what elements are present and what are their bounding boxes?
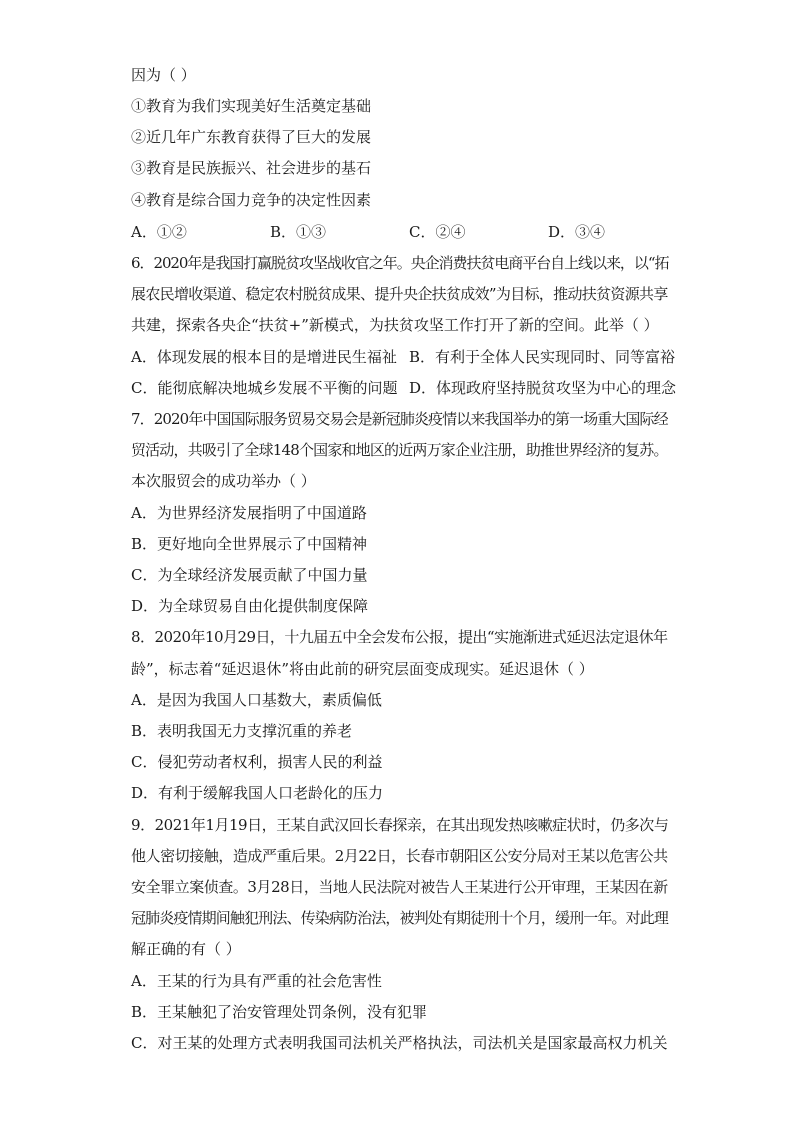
q7-option-b: B．更好地向全世界展示了中国精神 [131, 535, 368, 553]
q9-option-b: B．王某触犯了治安管理处罚条例，没有犯罪 [131, 1003, 428, 1021]
q5-statement-4: ④教育是综合国力竞争的决定性因素 [131, 191, 372, 209]
q5-statement-3: ③教育是民族振兴、社会进步的基石 [131, 159, 372, 177]
q8-option-a: A．是因为我国人口基数大，素质偏低 [131, 691, 382, 709]
q5-option-c: C．②④ [409, 223, 466, 241]
q7-option-a: A．为世界经济发展指明了中国道路 [131, 504, 367, 522]
q6-options-row-1 [131, 347, 691, 367]
q6-stem-line-2: 展农民增收渠道、稳定农村脱贫成果、提升央企扶贫成效”为目标，推动扶贫资源共享 [131, 285, 668, 303]
q6-option-a: A．体现发展的根本目的是增进民生福祉 [131, 348, 397, 366]
q7-stem-line-1: 7．2020年中国国际服务贸易交易会是新冠肺炎疫情以来我国举办的第一场重大国际经 [131, 410, 668, 428]
q9-stem-line-2: 他人密切接触，造成严重后果。2月22日，长春市朝阳区公安分局对王某以危害公共 [131, 847, 668, 865]
q6-option-b: B．有利于全体人民实现同时、同等富裕 [409, 348, 676, 366]
q9-option-c: C．对王某的处理方式表明我国司法机关严格执法，司法机关是国家最高权力机关 [131, 1034, 668, 1052]
q6-options-row-2 [131, 378, 691, 398]
q9-stem-line-1: 9．2021年1月19日，王某自武汉回长春探亲，在其出现发热咳嗽症状时，仍多次与 [131, 816, 669, 834]
q9-option-a: A．王某的行为具有严重的社会危害性 [131, 972, 382, 990]
q5-statement-1: ①教育为我们实现美好生活奠定基础 [131, 97, 372, 115]
q5-option-b: B．①③ [270, 223, 327, 241]
q5-stem-tail: 因为（ ） [131, 66, 196, 84]
q5-options [131, 222, 691, 242]
q6-stem-line-3: 共建，探索各央企“扶贫+”新模式，为扶贫攻坚工作打开了新的空间。此举（ ） [131, 316, 659, 334]
q8-option-c: C．侵犯劳动者权利，损害人民的利益 [131, 753, 383, 771]
q9-stem-line-5: 解正确的有（ ） [131, 940, 241, 958]
q5-option-a: A．①② [131, 223, 187, 241]
q6-stem-line-1: 6．2020年是我国打赢脱贫攻坚战收官之年。央企消费扶贫电商平台自上线以来，以“拓 [131, 254, 669, 272]
q8-stem-line-2: 龄”，标志着“延迟退休”将由此前的研究层面变成现实。延迟退休（ ） [131, 660, 594, 678]
q8-option-d: D．有利于缓解我国人口老龄化的压力 [131, 784, 384, 802]
q9-stem-line-3: 安全罪立案侦查。3月28日，当地人民法院对被告人王某进行公开审理，王某因在新 [131, 878, 668, 896]
q8-stem-line-1: 8．2020年10月29日，十九届五中全会发布公报，提出“实施渐进式延迟法定退休年 [131, 628, 668, 646]
q7-option-c: C．为全球经济发展贡献了中国力量 [131, 566, 368, 584]
q8-option-b: B．表明我国无力支撑沉重的养老 [131, 722, 353, 740]
q6-option-c: C．能彻底解决地城乡发展不平衡的问题 [131, 379, 398, 397]
q7-option-d: D．为全球贸易自由化提供制度保障 [131, 597, 369, 615]
q5-option-d: D．③④ [548, 223, 606, 241]
q9-stem-line-4: 冠肺炎疫情期间触犯刑法、传染病防治法，被判处有期徒刑十个月，缓刑一年。对此理 [131, 909, 669, 927]
q7-stem-line-3: 本次服贸会的成功举办（ ） [131, 472, 316, 490]
q7-stem-line-2: 贸活动，共吸引了全球148个国家和地区的近两万家企业注册，助推世界经济的复苏。 [131, 441, 668, 459]
q5-statement-2: ②近几年广东教育获得了巨大的发展 [131, 128, 372, 146]
q6-option-d: D．体现政府坚持脱贫攻坚为中心的理念 [409, 379, 677, 397]
